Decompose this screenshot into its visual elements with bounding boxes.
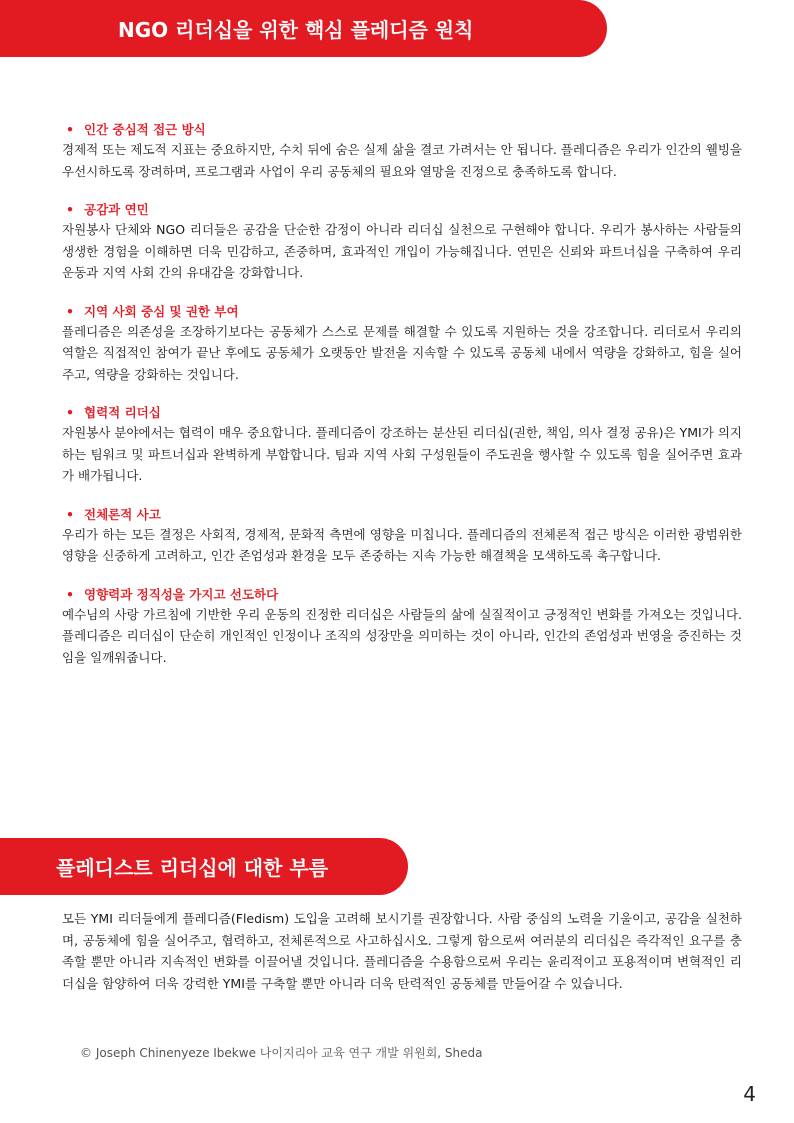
header-banner <box>0 0 607 57</box>
principle-title: 전체론적 사고 <box>84 506 161 522</box>
principle-title: 영향력과 정직성을 가지고 선도하다 <box>84 586 279 602</box>
page-number: 4 <box>743 1082 756 1106</box>
bullet-icon: • <box>66 506 74 522</box>
principle-body: 예수님의 사랑 가르침에 기반한 우리 운동의 진정한 리더십은 사람들의 삶에 실질적이고 긍정적인 변화를 가져오는 것입니다. 플레디즘은 리더십이 단순히 개인적인 인정이나 조직의 성장만을 의미하는 것이 아니라, 인간의 존엄성과 번영을 증진하는 것임을 일깨워줍니다. <box>62 606 742 665</box>
bullet-icon: • <box>66 122 74 137</box>
principle-item <box>62 303 742 386</box>
bullet-icon: • <box>66 303 74 319</box>
call-body: 모든 YMI 리더들에게 플레디즘(Fledism) 도입을 고려해 보시기를 권장합니다. 사람 중심의 노력을 기울이고, 공감을 실천하며, 공동체에 힘을 실어주고, 협력하고, 전체론적으로 사고하십시오. 그렇게 함으로써 여러분의 리더십은 즉각적인 요구를 충족할 뿐만 아니라 지속적인 변화를 이끌어낼 것입니다. 플레디즘을 수용함으로써 우리는 윤리적이고 포용적이며 변혁적인 리더십을 함양하여 더욱 강력한 YMI를 구축할 뿐만 아니라 더욱 탄력적인 공동체를 만들어갈 수 있습니다. <box>62 911 742 991</box>
principle-title: 협력적 리더십 <box>84 405 161 420</box>
principle-item <box>62 201 742 284</box>
call-section <box>62 908 742 994</box>
bullet-icon: • <box>66 586 74 602</box>
principles-list <box>62 121 742 687</box>
principle-body: 경제적 또는 제도적 지표는 중요하지만, 수치 뒤에 숨은 실제 삶을 결코 가려서는 안 됩니다. 플레디즘은 우리가 인간의 웰빙을 우선시하도록 장려하며, 프로그램과 사업이 우리 공동체의 필요와 열망을 진정으로 충족하도록 합니다. <box>62 142 742 179</box>
principle-item <box>62 121 742 182</box>
principle-body: 우리가 하는 모든 결정은 사회적, 경제적, 문화적 측면에 영향을 미칩니다. 플레디즘의 전체론적 접근 방식은 이러한 광범위한 영향을 신중하게 고려하고, 인간 존엄성과 환경을 모두 존중하는 지속 가능한 해결책을 모색하도록 촉구합니다. <box>62 526 742 563</box>
copyright-text: © Joseph Chinenyeze Ibekwe 나이지리아 교육 연구 개발 위원회, Sheda <box>80 1046 483 1060</box>
bullet-icon: • <box>66 405 74 420</box>
principle-title: 인간 중심적 접근 방식 <box>84 122 206 137</box>
principle-item <box>62 404 742 487</box>
principle-body: 자원봉사 분야에서는 협력이 매우 중요합니다. 플레디즘이 강조하는 분산된 리더십(권한, 책임, 의사 결정 공유)은 YMI가 의지하는 팀워크 및 파트너십과 완벽하게 부합합니다. 팀과 지역 사회 구성원들이 주도권을 행사할 수 있도록 힘을 실어주면 효과가 배가됩니다. <box>62 425 742 483</box>
bullet-icon: • <box>66 202 74 217</box>
principle-body: 플레디즘은 의존성을 조장하기보다는 공동체가 스스로 문제를 해결할 수 있도록 지원하는 것을 강조합니다. 리더로서 우리의 역할은 직접적인 참여가 끝난 후에도 공동체가 오랫동안 발전을 지속할 수 있도록 공동체 내에서 역량을 강화하고, 힘을 실어주고, 역량을 강화하는 것입니다. <box>62 323 742 382</box>
section-title: 플레디스트 리더십에 대한 부름 <box>56 856 329 880</box>
principle-body: 자원봉사 단체와 NGO 리더들은 공감을 단순한 감정이 아니라 리더십 실천으로 구현해야 합니다. 우리가 봉사하는 사람들의 생생한 경험을 이해하면 더욱 민감하고, 존중하며, 효과적인 개입이 가능해집니다. 연민은 신뢰와 파트너십을 구축하여 우리 운동과 지역 사회 간의 유대감을 강화합니다. <box>62 222 742 280</box>
section-banner <box>0 838 408 895</box>
page-title: NGO 리더십을 위한 핵심 플레디즘 원칙 <box>118 18 474 42</box>
principle-title: 지역 사회 중심 및 권한 부여 <box>84 303 239 319</box>
principle-item <box>62 586 742 669</box>
principle-item <box>62 506 742 567</box>
principle-title: 공감과 연민 <box>84 202 149 217</box>
